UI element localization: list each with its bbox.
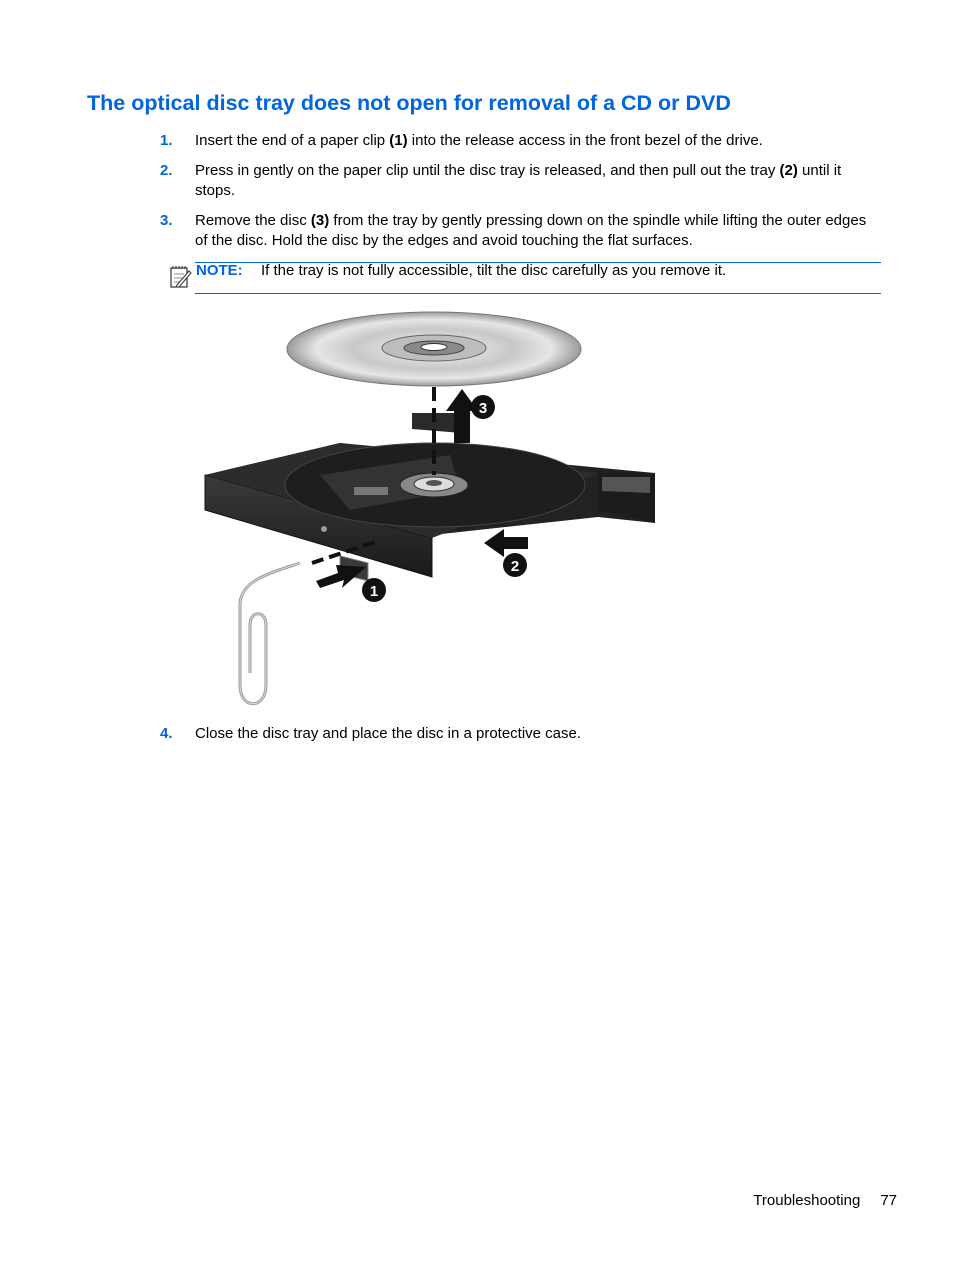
step-text-run: Remove the disc [195,212,311,229]
step-text-run: Close the disc tray and place the disc in a protective case. [195,725,582,742]
note-label: NOTE: [196,262,243,279]
step-1 [160,131,882,151]
step-number: 3. [160,212,173,229]
optical-drive-illustration [200,305,670,710]
step-text-run: from the tray by gently pressing down on the spindle while lifting the outer edges of the disc. Hold the disc by the edges and avoid touching the flat surfaces. [195,212,867,249]
step-text [195,211,882,251]
step-text-run: Insert the end of a paper clip [195,132,390,149]
page-footer [753,1192,897,1209]
footer-section: Troubleshooting [753,1192,861,1209]
step-number: 2. [160,162,173,179]
step-2 [160,161,882,201]
step-number: 1. [160,132,173,149]
note-icon [170,264,192,288]
step-text-run: until it stops. [195,162,842,199]
step-text-run: Press in gently on the paper clip until the disc tray is released, and then pull out the tray [195,162,780,179]
step-text [195,131,882,151]
page-number: 77 [880,1192,897,1209]
callout-reference: (2) [779,162,798,179]
step-number: 4. [160,725,173,742]
step-4 [160,724,882,744]
section-heading: The optical disc tray does not open for removal of a CD or DVD [87,91,731,115]
step-3 [160,211,882,251]
callout-reference: (3) [310,212,330,229]
callout-2: 2 [510,558,520,575]
step-text [195,724,882,744]
step-text [195,161,882,201]
callout-reference: (1) [389,132,408,149]
callout-3: 3 [478,400,488,417]
note-text: If the tray is not fully accessible, tilt the disc carefully as you remove it. [261,262,727,279]
step-text-run: into the release access in the front bezel of the drive. [407,132,763,149]
callout-1: 1 [369,583,379,600]
